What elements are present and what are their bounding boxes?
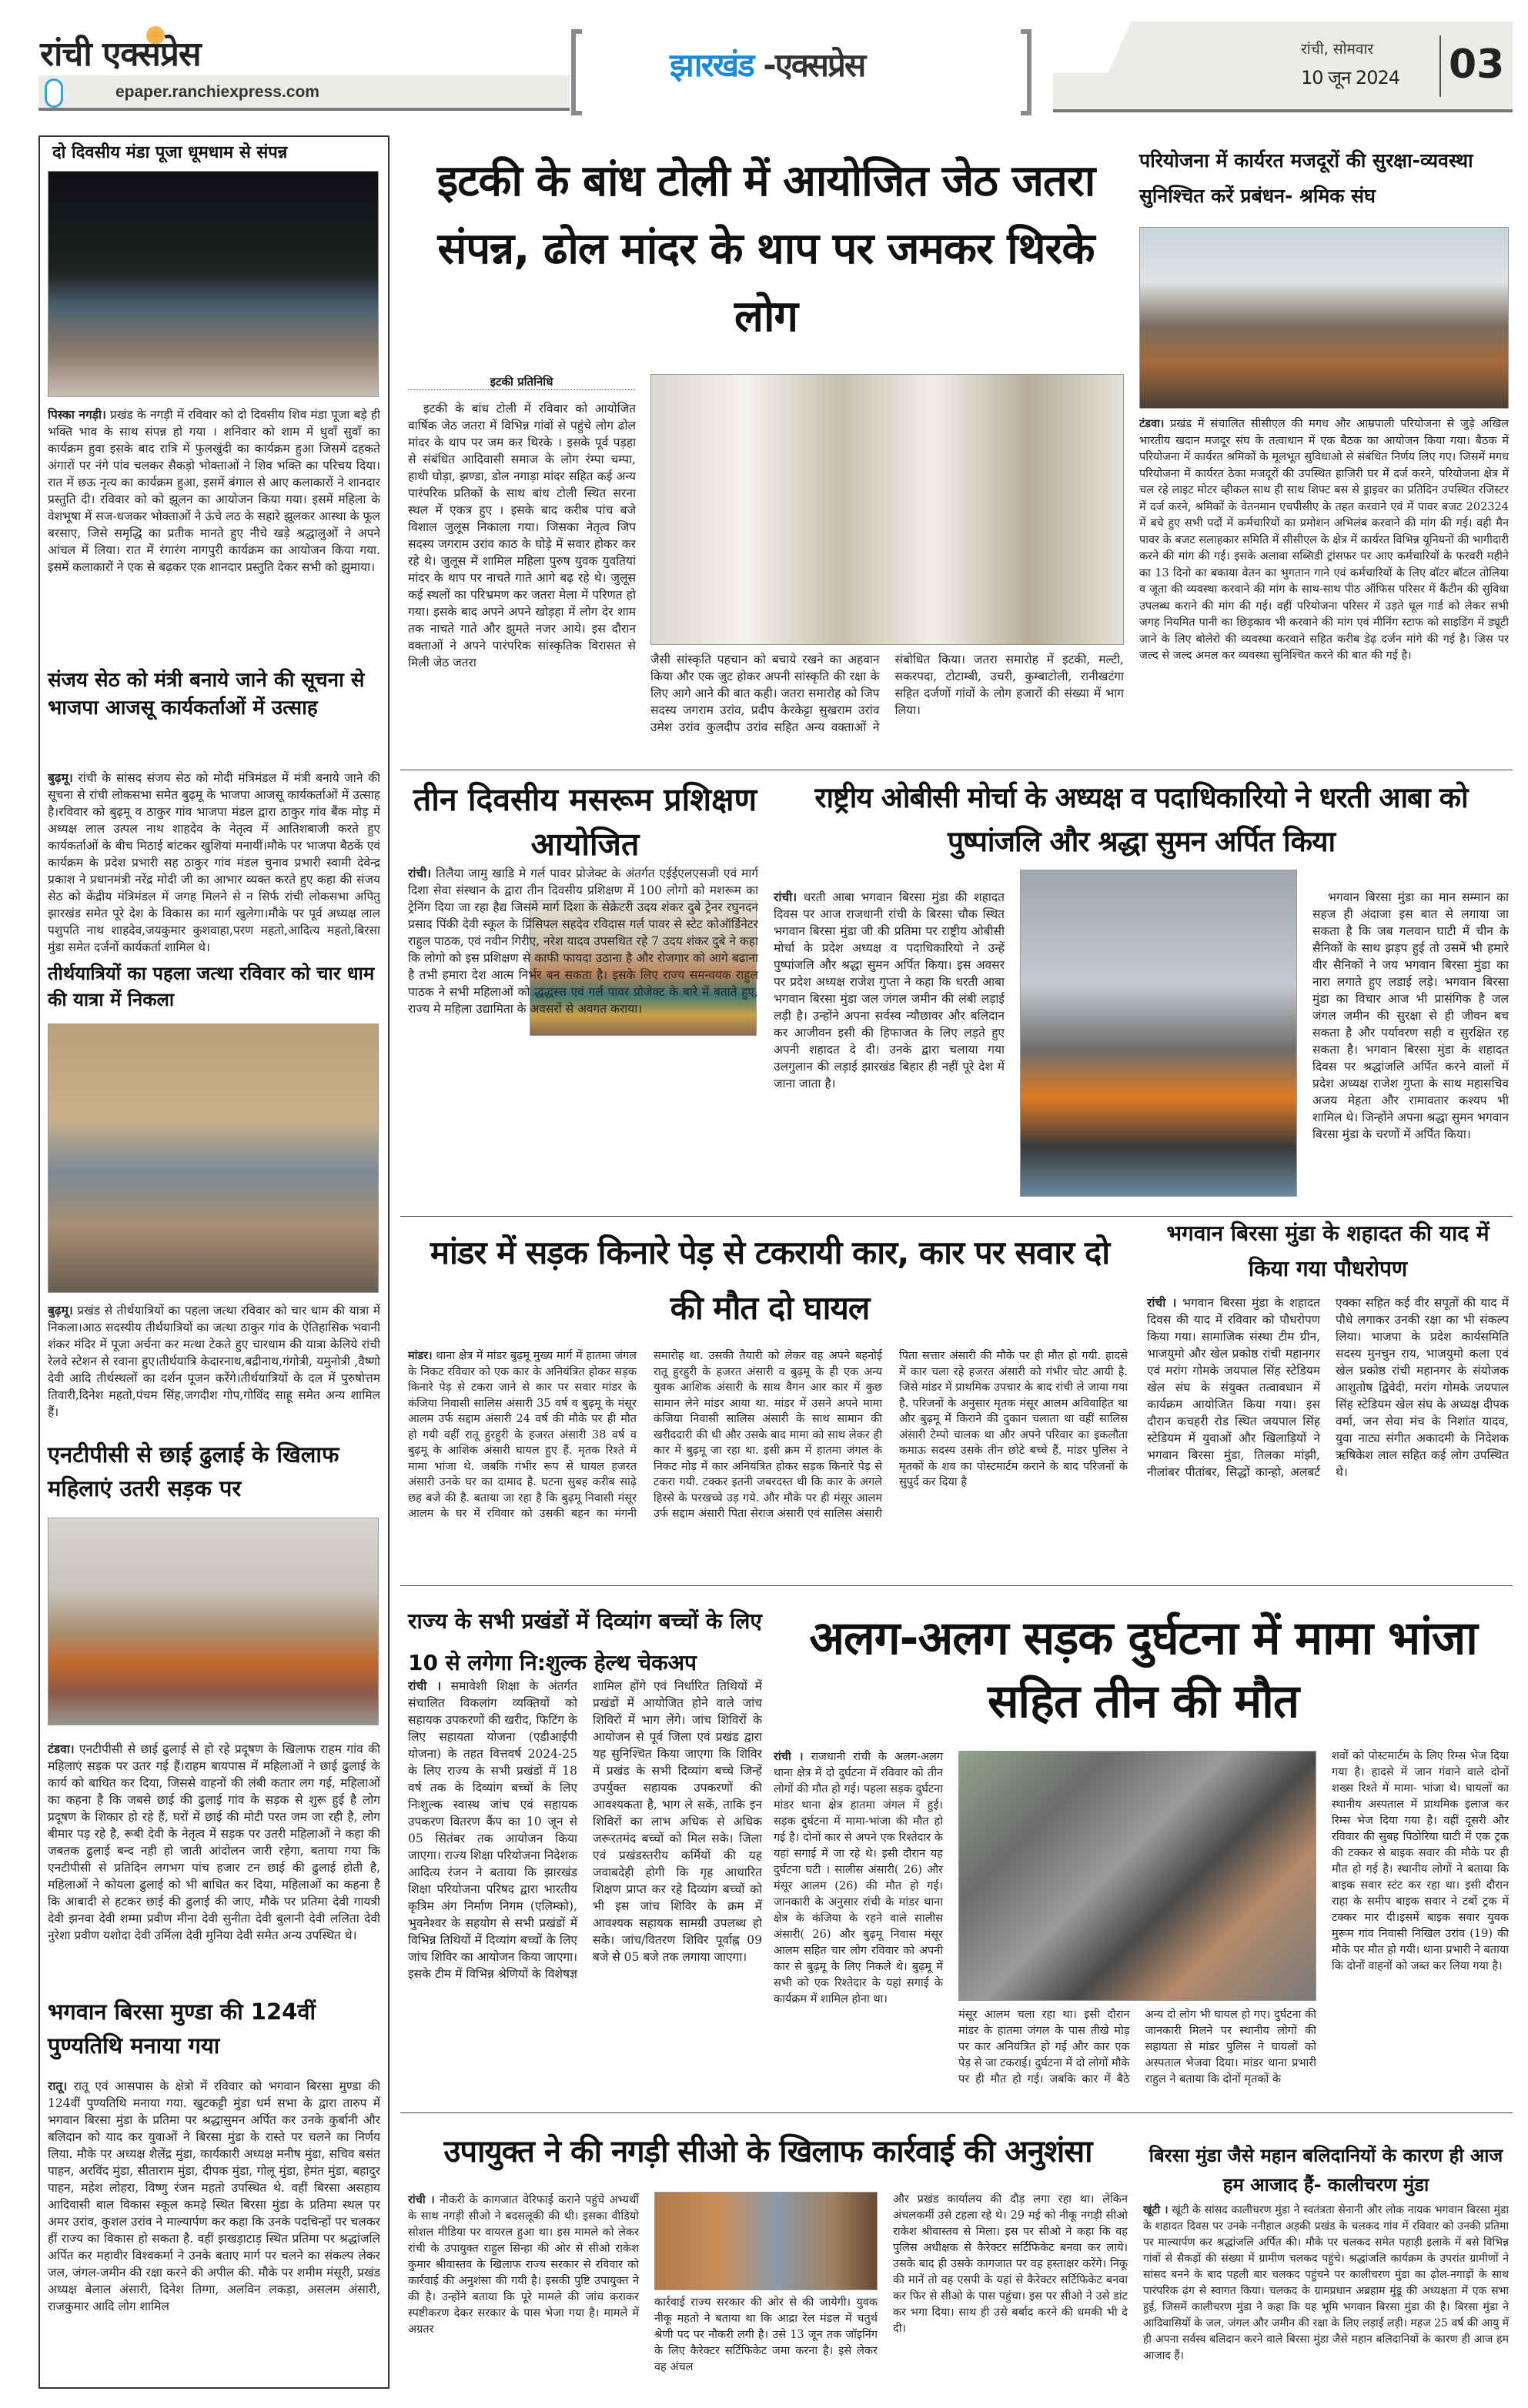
obc-headline: राष्ट्रीय ओबीसी मोर्चा के अध्यक्ष व पदाधिकारियो ने धरती आबा को पुष्पांजलि और श्रद्धा सुमन अर्पित किया xyxy=(814,781,1468,858)
lead-headline: इटकी के बांध टोली में आयोजित जेठ जतरा संपन्न, ढोल मांदर के थाप पर जमकर थिरके लोग xyxy=(436,156,1095,342)
upayukt-body-3: और प्रखंड कार्यालय की दौड़ लगा रहा था। लेकिन अंचलकर्मी उसे टहला रहे थे। 29 मई को नीकू नगड़ी सीओ राकेश श्रीवास्तव से मिला। इस पर सीओ ने कहा कि वह पुलिस अधीक्षक से कैरेक्टर सर्टिफिकेट बनवा कर लाये। उसके बाद ही उसके कागजात पर वह हस्ताक्षर करेंगे। निकू की मानें तो वह एसपी के यहां से कैरेक्टर सर्टिफिकेट बनवा कर फिर से सीओ के पास पहुंचा। इस पर सीओ ने उसे डांट कर भगा दिया। साथ ही उसे बर्बाद करने की धमकी भी दे दी। xyxy=(893,2193,1128,2335)
section-title: झारखंड -एक्सप्रेस xyxy=(670,46,865,84)
ntpc-photo xyxy=(48,1518,379,1725)
bracket-right xyxy=(1021,29,1031,115)
mandar-body: मांडर। थाना क्षेत्र में मांडर बुढ़मू मुख्य मार्ग में हातमा जंगल के निकट रविवार को एक कार के अनियंत्रित होकर सड़क किनारे पेड़ से टकरा जाने से कार पर सवार मांडर के कंजिया निवासी सालिस अंसारी 35 वर्ष व बुढ़मू के मंसूर आलम उर्फ सद्दाम अंसारी 24 वर्ष की मौके पर ही मौत हो गयी वहीं रातू हुरहुरी के हजरत अंसारी 38 वर्ष व बुढ़मू के आशिक अंसारी घायल हुए हैं. मृतक रिश्ते में मामा भांजा थे. जबकि गंभीर रूप से घायल हजरत अंसारी उनके घर का दामाद है. घटना सुबह करीब साढ़े छह बजे की है. बताया जा रहा है कि बुढ़मू निवासी मंसूर आलम के घर में रविवार को उसकी बहन का मंगनी समारोह था. उसकी तैयारी को लेकर वह अपने बहनोई रातू हुरहुरी के हजरत अंसारी व बुढ़मू के ही एक अन्य युवक आशिक अंसारी के साथ वैगन आर कार में कुछ सामान लेने मांडर आया था. मांडर में उसने अपने मामा कंजिया निवासी सालिस अंसारी के साथ सामान की खरीददारी की थी और उसके बाद मामा को साथ लेकर ही कार में बुढ़मू जा रहा था. इसी क्रम में हातमा जंगल के निकट मोड़ में कार अनियंत्रित होकर सड़क किनारे पेड़ से टकरा गयी. टक्कर इतनी जबरदस्त थी कि कार के अगले हिस्से के परखच्चे उड़ गये. और मौके पर ही मंसूर आलम उर्फ सद्दाम अंसारी पिता सेराज अंसारी एवं सालिस अंसारी पिता सत्तार अंसारी की मौके पर ही मौत हो गयी. हादसे में कार चला रहे हजरत अंसारी को गंभीर चोट आयी है. जिसे मांडर में प्राथमिक उपचार के बाद रांची ले जाया गया है. परिजनों के अनुसार मृतक मंसूर आलम अविवाहित था और बुढ़मू में किराने की दुकान चलाता था वहीं सालिस अंसारी टेम्पो चालक था और अपने परिवार का इकलौता कमाऊ सदस्य उसके तीन छोटे बच्चे हैं. मांडर पुलिस ने मृतकों के शव का पोस्टमार्टम कराने के बाद परिजनों के सुपुर्द कर दिया है xyxy=(408,1349,1128,1520)
ntpc-body: टंडवा। एनटीपीसी से छाई ढुलाई से हो रहे प्रदूषण के खिलाफ राहम गांव की महिलाएं सड़क पर उतर गई हैं।राहम बायपास में महिलाओं ने छाई ढुलाई के कार्य को बाधित कर दिया, जिससे वाहनों की लंबी कतार लग गई, महिलाओं का कहना है कि जबसे छाई की ढुलाई गांव के सड़क से शुरू हुई है लोग प्रदूषण के शिकार हो रहे हैं, घरों में छाई की मोटी परत जम जा रही है, लोग बीमार पड़ रहे है, रूबी देवी के नेतृत्व में सड़क पर उतरी महिलाओं ने कहा की जबतक ढुलाई बन्द नही हो जाती आंदोलन जारी रहेगा, बताया गया कि एनटीपीसी से प्रतिदिन लगभग पांच हजार टन छाई की ढुलाई होती है, महिलाओं ने कोयला ढुलाई को भी बाधित कर दिया, महिलाओं का कहना है कि आबादी से हटकर छाई की ढुलाई की जाए, मौके पर प्रतिमा देवी गायत्री देवी झनवा देवी शम्मा प्रवीण मीना देवी सुनीता देवी बुलानी देवी ललिता देवी नुरेशा प्रवीण यशोदा देवी उर्मिला देवी मुनिया देवी समेत अन्य उपस्थित थे। xyxy=(48,1742,380,1942)
lead-body-2: जैसी सांस्कृति पहचान को बचाये रखने का अहवान किया और एक जुट होकर अपनी सांस्कृति की रक्षा के लिए आगे आने की बात कही। जतरा समारोह को जिप सदस्य जगराम उरांव, प्रदीप केरकेट्टा सुखराम उरांव उमेश उरांव कुलदीप उरांव सहित अन्य वक्ताओं ने संबोधित किया। जतरा समारोह में इटकी, मल्टी, सकरपदा, टोटाम्बी, उचरी, कुम्बाटोली, रानीखटंगा सहित दर्जणों गांवों के लोग हजारों की संख्या में भाग लिया। xyxy=(650,653,1124,734)
ntpc-headline: एनटीपीसी से छाई ढुलाई के खिलाफ महिलाएं उतरी सड़क पर xyxy=(48,1441,339,1501)
manda-body: पिस्का नगड़ी। प्रखंड के नगड़ी में रविवार को दो दिवसीय शिव मंडा पूजा बड़े ही भक्ति भाव के साथ संपन्न हो गया । शनिवार को शाम में धुवाँ सुवाँ का कार्यक्रम हुवा इसके बाद रात्रि में फुलखुंदी का कार्यक्रम हुआ जिसमें दहकते अंगारों पर नंगे पांव चलकर सैकड़ो भोक्ताओं ने शिव भक्ति का परिचय दिया। रात में छऊ नृत्य का कार्यक्रम हुआ, इसमें बंगाल से आए कलाकारों ने शानदार प्रस्तुति दी। रविवार को को झूलन का आयोजन किया गया। इसमें महिला के वेशभूषा में सज-धजकर भोक्ताओं ने ऊंचे लठ के सहारे झूलकर आस्था के फूल बरसाए, जिसे समृद्धि का प्रतीक मानते हुए नीचे खड़े श्रद्धालुओं ने अपने आंचल में लिया। रात में रंगारंग नागपुरी कार्यक्रम का आयोजन किया गया. इसमें कलाकारों ने एक से बढ़कर एक शानदार प्रस्तुति देकर सभी को झुमाया। xyxy=(48,407,380,574)
upayukt-headline: उपायुक्त ने की नगड़ी सीओ के खिलाफ कार्रवाई की अनुशंसा xyxy=(443,2134,1092,2169)
shramik-headline: परियोजना में कार्यरत मजदूरों की सुरक्षा-व्यवस्था सुनिश्चित करें प्रबंधन- श्रमिक संघ xyxy=(1139,149,1473,207)
mushroom-body: रांची। तिलैया जामु खाडि मे गर्ल पावर प्रोजेक्ट के अंतर्गत एईईएलएसजी एवं मार्ग दिशा सेवा संस्थान के द्वारा तीन दिवसीय प्रशिक्षण में 100 लोगो को मशरूम का ट्रेनिंग दिया जा रहा हैद्य जिसमे मार्ग दिशा के सेक्रेटरी उदय शंकर दुबे ट्रेनर रघुनदन प्रसाद पिंकी देवी स्कूल के प्रिंसिपल सहदेव रविदास गर्ल पावर से स्टेट कोऑर्डिनेटर राहुल पाठक, एवं नवीन गिरीए, नरेश यादव उपसथित रहे 7 उदय शंकर दुबे ने कहा कि लोगो को इस प्रशिक्षण से काफी फायदा उठाना है और रोजगार को आगे बढाना है तभी हमारा देश आत्म निर्भर बन सकता है। इसके लिए राज्य समन्वयक राहुल पाठक ने सभी महिलाओं को द्धद्धस्त्त एवं गर्ल पावर प्रोजेक्ट के बारे में बताते हुए, राज्य मे महिला उद्यामिता के अवसरों से अवगत कराया। xyxy=(408,866,758,1016)
obc-body-1: रांची। धरती आबा भगवान बिरसा मुंडा की शहादत दिवस पर आज राजधानी रांची के बिरसा चौक स्थित भगवान बिरसा मुंडा जी की प्रतिमा पर राष्ट्रीय ओबीसी मोर्चा के प्रदेश अध्यक्ष व पदाधिकारियो ने उन्हें पुष्पांजलि और श्रद्धा सुमन अर्पित किया। इस अवसर पर प्रदेश अध्यक्ष राजेश गुप्ता ने कहा कि धरती आबा भगवान बिरसा मुंडा जल जंगल जमीन की लंबी लड़ाई लड़ी है। उन्होंने अपना सर्वस्व न्यौछावर और बलिदान कर आजीवन इसी की हिफाजत के लिए लड़ते हुए अपनी शहादत दे दी। उनके द्वारा चलाया गया उलगुलान की लड़ाई झारखंड बिहार ही नहीं पूरे देश में जाना जाता है। xyxy=(774,890,1005,1090)
upayukt-body-2: कार्रवाई राज्य सरकार की ओर से की जायेगी। युवक नीकू महतो ने बताया था कि आद्रा रेल मंडल में चतुर्थ श्रेणी पद पर नौकरी लगी है। उसे 13 जून तक जॉइनिंग के लिए कैरेक्टर सर्टिफिकेट जमा करना है। इसे लेकर वह अंचल xyxy=(654,2296,878,2373)
divyang-body: रांची । समावेशी शिक्षा के अंतर्गत संचालित विकलांग व्यक्तियों को सहायक उपकरणों की खरीद, फिटिंग के लिए सहायता योजना (एडीआईपी योजना) के तहत वित्तवर्ष 2024-25 के लिए राज्य के सभी प्रखंडों में 18 वर्ष तक के दिव्यांग बच्चों के लिए निःशुल्क स्वास्थ जांच एवं सहायक उपकरण वितरण कैंप का 10 जून से 05 सितंबर तक आयोजन किया जाएगा। राज्य शिक्षा परियोजना निदेशक आदित्य रंजन ने बताया कि झारखंड शिक्षा परियोजना परिषद द्वारा भारतीय कृत्रिम अंग निर्माण निगम (एलिम्को), भुवनेश्वर के सहयोग से सभी प्रखंडों में विभिन्न तिथियों में दिव्यांग बच्चों के लिए जांच शिविर का आयोजन किया जाएगा। इसके टीम में विभिन्न श्रेणियों के विशेषज्ञ शामिल होंगे एवं निर्धारित तिथियों में प्रखंडों में आयोजित होने वाले जांच शिविरों में भाग लेंगे। जांच शिविरों के आयोजन से पूर्व जिला एवं प्रखंड द्वारा यह सुनिश्चित किया जाएगा कि शिविर में प्रखंड के सभी दिव्यांग बच्चे जिन्हें उपर्युक्त सहायक उपकरणों की आवश्यकता है, भाग ले सकें, ताकि इन शिविरों का लाभ अधिक से अधिक जरूरतमंद बच्चों को मिल सके। जिला एवं प्रखंडस्तरीय कर्मियों की यह जवाबदेही होगी कि गृह आधारित शिक्षण प्राप्त कर रहे दिव्यांग बच्चों को भी इस जांच शिविर के क्रम में आवश्यक सहायक सामग्री उपलब्ध हो सके। जांच/वितरण शिविर पूर्वाह्न 09 बजे से 05 बजे तक लगाया जाएगा। xyxy=(408,1678,762,1981)
mushroom-headline: तीन दिवसीय मसरूम प्रशिक्षण आयोजित xyxy=(413,781,757,863)
obc-body-2: भगवान बिरसा मुंडा का मान सम्मान का सहज ही अंदाजा इस बात से लगाया जा सकता है कि जब गलवान घाटी में चीन के सैनिकों के साथ झड़प हुई तो उसमें भी हमारे वीर सैनिकों ने जय भगवान बिरसा मुंडा का नारा लगाते हुए लडाई लड़े। भगवान बिरसा मुंडा का विचार आज भी प्रासंगिक है जल जंगल जमीन की सुरक्षा से ही जीवन बच सकता है और पर्यावरण सही व सुरक्षित रह सकता है। भगवान बिरसा मुंडा के शहादत दिवस पर श्रद्धांजलि अर्पित करने वालों में प्रदेश अध्यक्ष राजेश गुप्ता के साथ महासचिव अजय मेहता और रामावतार कश्यप भी शामिल थे। जिन्होंने अपना श्रद्धा सुमन भगवान बिरसा मुंडा के चरणों में अर्पित किया। xyxy=(1312,890,1509,1141)
lead-byline: इटकी प्रतिनिधि xyxy=(408,374,635,390)
city-day: रांची, सोमवार xyxy=(1301,41,1374,58)
divyang-headline: राज्य के सभी प्रखंडों में दिव्यांग बच्चों के लिए 10 से लगेगा नि:शुल्क हेल्थ चेकअप xyxy=(408,1608,762,1675)
manda-headline: दो दिवसीय मंडा पूजा धूमधाम से संपन्न xyxy=(52,143,288,162)
bracket-left xyxy=(571,29,582,115)
manda-photo xyxy=(48,171,379,397)
lead-photo xyxy=(650,374,1124,645)
paudharopan-body: रांची । भगवान बिरसा मुंडा के शहादत दिवस की याद में रविवार को पौधरोपण किया गया। सामाजिक संस्था टीम ग्रीन, भाजयुमो और खेल प्रकोष्ठ रांची महानगर एवं मरांग गोमके जयपाल सिंह स्टेडियम खेल संघ के संयुक्त तत्वावधान में कार्यक्रम आयोजित किया गया। इस दौरान कचहरी रोड स्थित जयपाल सिंह स्टेडियम में युवाओं और खिलाड़ियों ने भगवान बिरसा मुंडा, तिलका मांझी, नीलांबर पीतांबर, सिद्धों कान्हो, अलबर्ट एक्का सहित कई वीर सपूतों की याद में पौधे लगाकर उनकी रक्षा का भी संकल्प लिया। भाजपा के प्रदेश कार्यसमिति सदस्य मुनचुन राय, भाजयुमो कला एवं खेल प्रकोष्ठ रांची महानगर के संयोजक आशुतोष द्विवेदी, मरांग गोमके जयपाल सिंह स्टेडियम खेल संघ के अध्यक्ष दीपक वर्मा, जन सेवा मंच के निशांत यादव, युवा नाट्य संगीत अकादमी के निदेशक ऋषिकेश लाल सहित कई लोग उपस्थित थे। xyxy=(1147,1295,1509,1479)
sanjay-headline: संजय सेठ को मंत्री बनाये जाने की सूचना से भाजपा आजसू कार्यकर्ताओं में उत्साह xyxy=(48,669,365,720)
epaper-icon xyxy=(45,78,63,108)
epaper-url[interactable]: epaper.ranchiexpress.com xyxy=(115,83,319,101)
durghatna-photo xyxy=(958,1751,1316,2001)
tirth-body: बुढ़मू। प्रखंड से तीर्थयात्रियों का पहला जत्था रविवार को चार धाम की यात्रा में निकला।आठ सदस्यीय तीर्थयात्रियों का जत्था ठाकुर गांव के ऐतिहासिक भवानी शंकर मंदिर में पूजा अर्चना कर मत्था टेकते हुए चारधाम की यात्रा केलिये रांची रेलवे स्टेशन से रवाना हुए।तीर्थयात्रि केदारनाथ,बद्रीनाथ,गंगोत्री, यमुनोत्री ,वैष्णो देवी आदि तीर्थस्थलों का दर्शन पूजन करेंगे।तीर्थयात्रियों के दल में पुरुषोत्तम तिवारी,दिनेश महतो,पंचम सिंह,जगदीश गोप,गोविंद साहू समेत अन्य शामिल हैं। xyxy=(48,1303,380,1419)
shramik-photo xyxy=(1139,227,1509,409)
mandar-headline: मांडर में सड़क किनारे पेड़ से टकरायी कार, कार पर सवार दो की मौत दो घायल xyxy=(430,1234,1110,1327)
obc-photo xyxy=(1020,870,1297,1197)
durghatna-body-2: मंसूर आलम चला रहा था। इसी दौरान मांडर के हातमा जंगल के पास तीखे मोड़ पर कार अनियंत्रित हो गई और कार एक पेड़ से जा टकराई। दुर्घटना में दो लोगों मौके पर ही मौत हो गई। जबकि कार में बैठे अन्य दो लोग भी घायल हो गए। दुर्घटना की जानकारी मिलने पर स्थानीय लोगों की सहायता से मांडर पुलिस ने घायलों को अस्पताल भेजवा दिया। मांडर थाना प्रभारी राहुल ने बताया कि दोनों मृतकों के xyxy=(958,2009,1316,2086)
shramik-body: टंडवा। प्रखंड में संचालित सीसीएल की मगध और आम्रपाली परियोजना से जुड़े अखिल भारतीय खदान मजदूर संघ के तत्वाधान में एक बैठक का आयोजन किया गया। बैठक में परियोजना में कार्यरत श्रमिकों के मूलभूत सुविधाओ से संबंधित निर्णय लिए गए। जिसमें मगध परियोजना में कार्यरत ठेका मजदूरों की उपस्थित हाजिरी घर में दर्ज करने, परियोजना क्षेत्र में चल रहे लाइट मोटर व्हीकल साथ ही साथ शिफ्ट बस से ड्राइवर का प्रतिदिन उपस्थित रजिस्टर में दर्ज करने, श्रमिकों के वेतनमान एचपीसीए के तहत करवाने एवं में पावर बजट 202324 में बचे हुए सभी पदों में कर्मचारियों का प्रमोशन अभिलंब करवाने की मांग की गई। वही मैन पावर के बजट सलाहकार समिति में सीसीएल के क्षेत्र में कार्यरत विभिन्न यूनियनों की भागीदारी करने की मांग की गई। इसके अलावा सब्सिडी ट्रांसफर पर आए कर्मचारियों के फरवरी महीने का 13 दिनो का बकाया वेतन का भुगतान गाने एवं कर्मचारियों के लिए वॉटर बॉटल तोलिया व जूता की व्यवस्था करवाने की मांग के साथ-साथ पीठ ऑफिस परिसर में कैंटीन की सुविधा उपलब्ध कराने की मांग की गई। वहीं परियोजना परिसर में उड़ते धूल गार्ड को लेकर सभी जगह नियमित पानी का छिड़काव भी करवाने की मांग एवं मीनिंग स्टाफ को साइडिंग में ड्यूटी जाने के लिए बोलेरो की व्यवस्था करवाने सहित करीब डेढ़ दर्जन मांगे की गई है। जिस पर जल्द से जल्द अमल कर व्यवस्था सुनिश्चित करने की बात की गई है। xyxy=(1139,417,1509,662)
kalicharan-body: खूंटी । खूंटी के सांसद कालीचरण मुंडा ने स्वतंत्रता सेनानी और लोक नायक भगवान बिरसा मुंडा के शहादत दिवस पर उनके ननीहाल अड़की प्रखंड के चलकद गांव में रविवार को उनकी प्रतिमा पर माल्यार्पण कर श्रद्धांजलि अर्पित की। मौके पर चलकद समेत पहाड़ी इलाके में बसे विभिन्न गांवों से सैकड़ों की संख्या में ग्रामीण चलकद पहुंचे। श्रद्धांजलि कार्यक्रम के उपरांत ग्रामीणों ने सांसद बनने के बाद पहली बार चलकद पहुंचने पर कालीचरण मुंडा का ढ़ोल-नगाड़ों के साथ पारंपरिक ढ़ंग से स्वागत किया। चलकद के ग्रामप्रधान अब्रहाम मुंडू की अध्यक्षता में एक सभा हुई, जिसमें कालीचरण मुंडा ने कहा कि यह भूमि भगवान बिरसा मुंडा की है। बिरसा मुंडा ने आदिवासियों के जल, जंगल और जमीन की रक्षा के लिए लड़ाई लड़ी। महज 25 वर्ष की आयु में ही अपना सर्वस्व बलिदान करने वाले बिरसा मुंडा जैसे महान बलिदानियों के कारण ही आज हम आजाद हैं। xyxy=(1143,2204,1509,2362)
upayukt-body-1: रांची । नौकरी के कागजात वेरिफाई कराने पहुंचे अभ्यर्थी के साथ नगड़ी सीओ ने बदसलूकी की थी। इसका वीडियो सोशल मीडिया पर वायरल हुआ था। इस मामले को लेकर रांची के उपायुक्त राहुल सिन्हा की ओर से सीओ राकेश कुमार श्रीवास्तव के खिलाफ राज्य सरकार से रविवार को कार्रवाई की अनुशंसा की गयी है। इसकी पुष्टि उपायुक्त ने की है। उन्होंने बताया कि पूरे मामले की जांच कराकर स्पष्टीकरण देकर सरकार के पास भेजा गया है। मामले में अग्रतर xyxy=(408,2193,639,2336)
issue-date: 10 जून 2024 xyxy=(1301,67,1400,89)
durghatna-body-1: रांची । राजधानी रांची के अलग-अलग थाना क्षेत्र में दो दुर्घटना में रविवार को तीन लोगों की मौत हो गई। पहला सड़क दुर्घटना मांडर थाना क्षेत्र हातमा जंगल में हुई। सड़क दुर्घटना में मामा-भांजा की मौत हो गई है। दोनों कार से अपने एक रिश्तेदार के यहां सगाई में जा रहे थे। इसी दौरान यह दुर्घटना घटी । सालीस अंसारी( 26) और मंसूर आलम (26) की मौत हो गई। जानकारी के अनुसार रांची के मांडर थाना क्षेत्र के कंजिया के रहने वाले सालीस अंसारी( 26) और बुढ़मू निवास मंसूर आलम सहित चार लोग रविवार को अपनी कार से बुढ़मू के लिए निकले थे। बुढ़मू में सभी को एक रिश्तेदार के यहां सगाई के कार्यक्रम में शामिल होना था। xyxy=(774,1750,943,2006)
birsa124-body: रातू। रातू एवं आसपास के क्षेत्रो में रविवार को भगवान बिरसा मुण्डा की 124वीं पुण्यतिथि मनाया गया. खुटकट्टी मुंडा धर्म सभा के द्वारा तारुप में भगवान बिरसा मुंडा के प्रतिमा पर श्रद्धासुमन अर्पित कर उनके कुर्बानी और बलिदान को याद कर युवाओं ने बिरसा मुंडा के रास्ते पर चलने का निर्णय लिया. मौके पर अध्यक्ष शैलेंद्र मुंडा, कार्यकारी अध्यक्ष मनीष मुंडा, सचिव बसंत पाहन, अरविंद मुंडा, सीताराम मुंडा, दीपक मुंडा, गोलू मुंडा, हेमंत मुंडा, बहादुर पाहन, महेश लोहरा, विष्णु रंजन महतो उपस्थित थे. वहीं बिरसा असहाय आदिवासी बाल विकास स्कूल कमड़े स्थित बिरसा मुंडा के प्रतिमा स्थल पर अमर उरांव, कुशल उरांव ने माल्यार्पण कर कहा कि उनके पदचिन्हों पर चलकर हीं राज्य का विकास हो सकता है. वहीं झखड़ाटाड़ स्थित प्रतिमा पर श्रद्धांजलि अर्पित कर महावीर विश्वकर्मा ने उनके बताए मार्ग पर चलने का संकल्प लेकर जल, जंगल-जमीन की रक्षा करने की अपील की. मौके पर शमीम मंसूरी, प्रखंड अध्यक्ष बेलाल अंसारी, दिनेश तिग्गा, अलविन लकड़ा, असलम अंसारी, राजकुमार आदि लोग शामिल xyxy=(48,2079,380,2313)
lead-body-1: इटकी के बांध टोली में रविवार को आयोजित वार्षिक जेठ जतरा में विभिन्न गांवों से पहुंचे लोग ढोल मांदर के थाप पर जम कर थिरके । इसके पूर्व पड़हा से संबंधित आदिवासी समाज के लोग रंम्पा चम्पा, हाथी घोड़ा, झण्डा, डोल नगाड़ा मांदर सहित कई अन्य पारंपरिक प्रतिकों के साथ बांध टोली स्थित सरना स्थल में एकत्र हुए । इसके बाद करीब पांच बजे विशाल जुलूस निकाला गया। जिसका नेतृत्व जिप सदस्य जगराम उरांव काठ के घोड़े में सवार होकर कर रहे थे। जुलूस में शामिल महिला पुरुष युवक युवतियां मांदर के थाप पर नाचते गाते आगे बढ़ रहे थे। जुलूस कई स्थलों का परिभ्रमण कर जतरा मेला में परिणत हो गया। इसके बाद अपने अपने खोड़हा में लोग देर शाम तक नाचते गाते और झुमते नजर आये। इस दौरान वक्ताओं ने अपने पारंपरिक सांस्कृतिक विरासत से मिली जेठ जतरा xyxy=(408,402,636,670)
masthead xyxy=(0,0,1528,123)
birsa124-headline: भगवान बिरसा मुण्डा की 124वीं पुण्यतिथि मनाया गया xyxy=(48,1999,316,2059)
durghatna-headline: अलग-अलग सड़क दुर्घटना में मामा भांजा सहित तीन की मौत xyxy=(809,1611,1477,1728)
kalicharan-headline: बिरसा मुंडा जैसे महान बलिदानियों के कारण ही आज हम आजाद हैं- कालीचरण मुंडा xyxy=(1149,2145,1503,2196)
durghatna-body-3: शवों को पोस्टमार्टम के लिए रिम्स भेज दिया गया है। हादसे में जान गंवाने वाले दोनों शख्स रिश्ते में मामा- भांजा थे। घायलों का स्थानीय अस्पताल में प्राथमिक इलाज कर रिम्स भेज दिया गया है। वहीं दूसरी और रविवार की सुबह पिठोरिया घाटी में एक ट्रक की टक्कर से बाइक सवार की मौके पर ही मौत हो गई है। स्थानीय लोगों ने बताया कि बाइक सवार स्टंट कर रहा था। इसी दौरान राहा के समीप बाइक सवार ने टर्बो ट्रक में टक्कर मार दी।इसमें बाइक सवार युवक मुरूम गांव निवासी निखिल उरांव (19) की मौके पर मौत हो गयी। थाना प्रभारी ने बताया कि दोनों वाहनों को जब्त कर लिया गया है। xyxy=(1332,1750,1509,1972)
sanjay-body: बुढ़मू। रांची के सांसद संजय सेठ को मोदी मंत्रिमंडल में मंत्री बनाये जाने की सूचना से रांची लोकसभा समेत बुढ़मू के भाजपा आजसू कार्यकर्ताओं में उत्साह है।रविवार को बुढ़मू व ठाकुर गांव भाजपा मंडल द्वारा ठाकुर गांव बैंक मोड़ में अध्यक्ष लाल उत्पल नाथ शाहदेव के नेतृत्व में आतिशबाजी करते हुए कार्यकर्ताओं के बीच मिठाई बांटकर खुशियां मनायीं।मौके पर भाजपा बैठकें एवं कार्यक्रम के प्रदेश प्रभारी सह ठाकुर गांव मंडल चुनाव प्रभारी स्वामी देवेन्द्र प्रकाश ने प्रधानमंत्री नरेंद्र मोदी जी का आभार व्यक्त करते हुए कहा की संजय सेठ को केंद्रीय मंत्रिमंडल में जगह मिलने से न सिर्फ रांची लोकसभा अपितु झारखंड समेत पूरे देश के विकास का मार्ग खुलेगा।मौके पर पूर्व अध्यक्ष लाल पशुपति नाथ शाहदेव,जयकुमार कुशवाहा,परण महतो,आदित्य महतो,बिरसा मुंडा समेत दर्जनों कार्यकर्ता शामिल थे। xyxy=(48,770,380,954)
paudharopan-headline: भगवान बिरसा मुंडा के शहादत की याद में किया गया पौधरोपण xyxy=(1166,1221,1490,1281)
newspaper-logo: रांची एक्सप्रेस xyxy=(40,35,201,74)
upayukt-photo xyxy=(654,2192,878,2290)
page-number: 03 xyxy=(1449,42,1505,88)
tirth-headline: तीर्थयात्रियों का पहला जत्था रविवार को चार धाम की यात्रा में निकला xyxy=(48,963,375,1010)
tirth-photo xyxy=(48,1024,379,1293)
date-panel xyxy=(1053,22,1513,112)
